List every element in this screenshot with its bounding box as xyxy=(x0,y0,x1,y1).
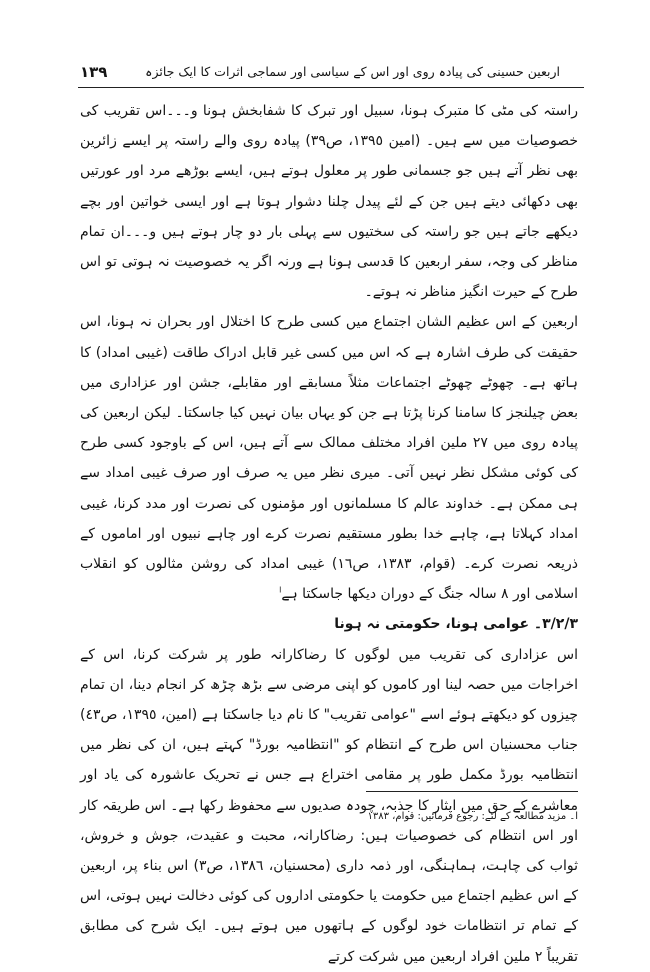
section-heading: ٣/٢/٣۔ عوامی ہونا، حکومتی نہ ہونا xyxy=(334,616,578,633)
paragraph-3: اس عزاداری کی تقریب میں لوگوں کا رضاکارانہ طور پر شرکت کرنا، اس کے اخراجات میں حصہ لینا اور کاموں کو اپنی مرضی سے بڑھ چڑھ کر انجام دینا، ان تمام چیزوں کو دیکھتے ہوئے اسے "عوامی تقریب" کا نام دیا جاسکتا ہے (امین، ١٣٩٥، ص٤٣) جناب محسنیان اس طرح کے انتظام کو "انتظامیہ بورڈ" کہتے ہیں، ان کی نظر میں انتظامیہ بورڈ مکمل طور پر مقامی اختراع ہے جس نے تحریک عاشورہ کی یاد اور معاشرے کے حق میں ایثار کا جذبہ، چودہ صدیوں سے محفوظ رکھا ہے۔ اس طریقہ کار اور اس انتظام کی خصوصیات ہیں: رضاکارانہ، محبت و عقیدت، جوش و خروش، ثواب کی چاہت، ہماہنگی، اور ذمہ داری (محسنیان، ١٣٨٦، ص٣) اس بناء پر، اربعین کے اس عظیم اجتماع میں حکومت یا حکومتی اداروں کی کوئی دخالت نہیں ہوتی، اس کے تمام تر انتظامات خود لوگوں کے ہاتھوں میں ہوتے ہیں۔ ایک شرح کی مطابق تقریباً ٢ ملین افراد اربعین میں شرکت کرتے xyxy=(80,646,578,965)
page-body xyxy=(80,96,578,972)
footnote: ا۔ مزید مطالعہ کے لئے: رجوع فرمائیں: قوام، ١٣٨٣ xyxy=(367,811,578,822)
running-header-title: اربعین حسینی کی پیادہ روی اور اس کے سیاسی اور سماجی اثرات کا ایک جائزہ xyxy=(145,64,560,79)
paragraph-2-text: اربعین کے اس عظیم الشان اجتماع میں کسی طرح کا اختلال اور بحران نہ ہونا، اس حقیقت کی طرف اشارہ ہے کہ اس میں کسی غیر قابل ادراک طاقت (غیبی امداد) کا ہاتھ ہے۔ چھوٹے چھوٹے اجتماعات مثلاً مسابقے اور مقابلے، جشن اور عزاداری میں بعض چیلنجز کا سامنا کرنا پڑتا ہے جن کو یہاں بیان نہیں کیا جاسکتا۔ لیکن اربعین کی پیادہ روی میں ٢٧ ملین افراد مختلف ممالک سے آتے ہیں، اس کے باوجود کسی طرح کی کوئی مشکل نظر نہیں آتی۔ میری نظر میں یہ صرف اور صرف غیبی امداد سے ہی ممکن ہے۔ خداوند عالم کا مسلمانوں اور مؤمنوں کی نصرت اور مدد کرنا، غیبی امداد کہلاتا ہے، چاہے خدا بطور مستقیم نصرت کرے اور چاہے نبیوں اور اماموں کے ذریعہ نصرت کرے۔ (قوام، ١٣٨٣، ص١٦) غیبی امداد کی روشن مثالوں کو انقلاب اسلامی اور ٨ سالہ جنگ کے دوران دیکھا جاسکتا ہے xyxy=(80,314,578,603)
footnote-divider xyxy=(366,791,578,792)
header-divider xyxy=(78,87,584,88)
page-number: ١٣٩ xyxy=(80,63,108,81)
footnote-marker: ا xyxy=(279,585,282,595)
paragraph-2 xyxy=(80,307,578,609)
paragraph-1: راستہ کی مٹی کا متبرک ہونا، سبیل اور تبرک کا شفابخش ہونا و۔۔۔اس تقریب کی خصوصیات میں سے ہیں۔ (امین ١٣٩٥، ص٣٩) پیادہ روی والے راستہ پر ایسے زائرین بھی نظر آتے ہیں جو جسمانی طور پر معلول ہوتے ہیں، ایسے بوڑھے مرد اور عورتیں بھی دکھائی دیتے ہیں جن کے لئے پیدل چلنا دشوار ہوتا ہے اور ایسی خواتین اور بچے دیکھے جاتے ہیں جو راستہ کی سختیوں سے پہلی بار دو چار ہوتے ہیں و۔۔۔ان تمام مناظر کی وجہ، سفر اربعین کا قدسی ہونا ہے ورنہ اگر یہ خصوصیت نہ ہوتی تو اس طرح کے حیرت انگیز مناظر نہ ہوتے۔ xyxy=(80,103,578,301)
